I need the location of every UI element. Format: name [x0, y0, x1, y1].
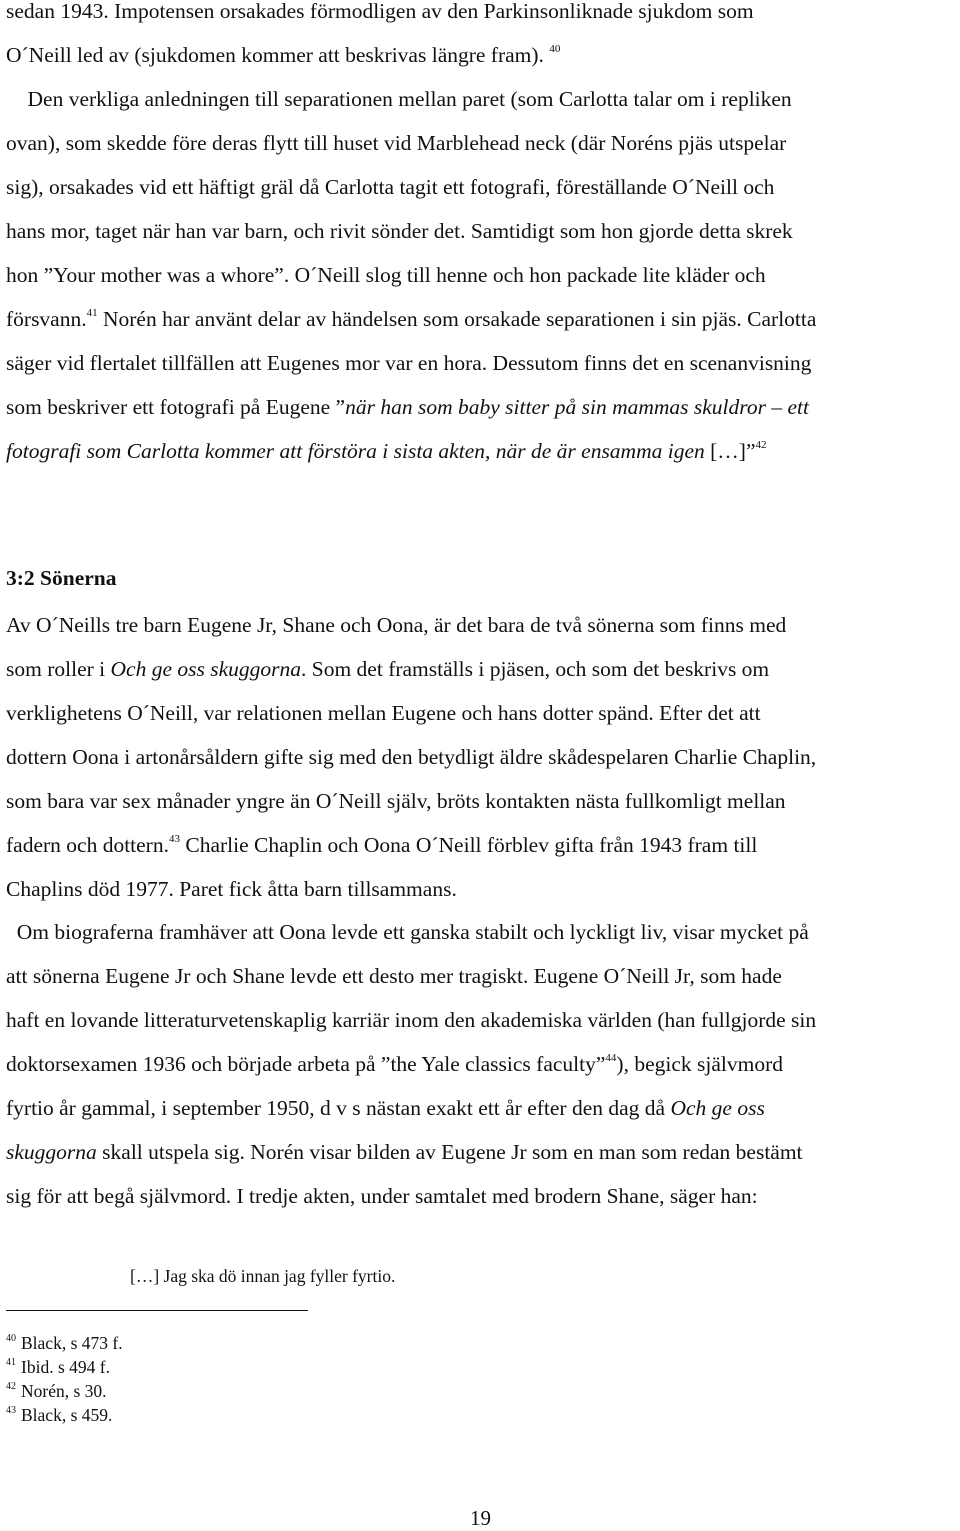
text-line: [6, 835, 757, 857]
footnote: $^{41}$ Ibid. s 494 f.: [6, 1357, 110, 1377]
text-line: [6, 1142, 803, 1164]
footnote-ref: 41: [86, 307, 98, 319]
text-run: sig), orsakades vid ett häftigt gräl då Carlotta tagit ett fotografi, föreställande O´Neill och: [6, 175, 775, 199]
text-run: Om biograferna framhäver att Oona levde ett ganska stabilt och lyckligt liv, visar mycket på: [6, 920, 809, 944]
text-run: som roller i: [6, 657, 111, 681]
text-line: [6, 1010, 816, 1032]
text-line: [6, 309, 816, 331]
italic-text: Och ge oss: [670, 1096, 765, 1120]
text-run: fyrtio år gammal, i september 1950, d v s nästan exakt ett år efter den dag då: [6, 1096, 671, 1120]
text-line: [6, 1, 754, 23]
footnote-ref: 43: [168, 833, 180, 845]
text-run: att sönerna Eugene Jr och Shane levde ett desto mer tragiskt. Eugene O´Neill Jr, som hade: [6, 964, 782, 988]
text-line: [6, 177, 774, 199]
text-run: hans mor, taget när han var barn, och rivit sönder det. Samtidigt som hon gjorde detta skrek: [6, 219, 793, 243]
text-run: dottern Oona i artonårsåldern gifte sig med den betydligt äldre skådespelaren Charlie Chaplin,: [6, 745, 817, 769]
block-quote: […] Jag ska dö innan jag fyller fyrtio.: [130, 1266, 396, 1286]
italic-text: skuggorna: [6, 1140, 97, 1164]
text-run: ovan), som skedde före deras flytt till huset vid Marblehead neck (där Noréns pjäs utspelar: [6, 131, 787, 155]
text-run: verklighetens O´Neill, var relationen mellan Eugene och hans dotter spänd. Efter det att: [6, 701, 761, 725]
text-line: [6, 1054, 783, 1076]
text-run: sig för att begå självmord. I tredje akten, under samtalet med brodern Shane, säger han:: [6, 1184, 758, 1208]
text-run: Charlie Chaplin och Oona O´Neill förblev gifta från 1943 fram till: [179, 833, 758, 857]
text-run: skall utspela sig. Norén visar bilden av Eugene Jr som en man som redan bestämt: [96, 1140, 803, 1164]
footnote: $^{43}$ Black, s 459.: [6, 1405, 113, 1425]
italic-text: fotografi som Carlotta kommer att förstöra i sista akten, när de är ensamma igen: [6, 439, 711, 463]
text-line: [6, 133, 786, 155]
text-line: [6, 791, 786, 813]
text-run: […]”: [710, 439, 756, 463]
text-run: fadern och dottern.: [6, 833, 169, 857]
text-run: som bara var sex månader yngre än O´Neill själv, bröts kontakten nästa fullkomligt mellan: [6, 789, 786, 813]
footnote: $^{40}$ Black, s 473 f.: [6, 1333, 123, 1353]
footnote-ref: 42: [755, 439, 767, 451]
text-run: som beskriver ett fotografi på Eugene ”: [6, 395, 346, 419]
text-line: [6, 45, 560, 67]
text-run: försvann.: [6, 307, 87, 331]
text-run: sedan 1943. Impotensen orsakades förmodligen av den Parkinsonliknade sjukdom som: [6, 0, 754, 23]
text-run: ), begick självmord: [616, 1052, 783, 1076]
text-run: säger vid flertalet tillfällen att Eugenes mor var en hora. Dessutom finns det en scenanvisning: [6, 351, 812, 375]
page-number: 19: [470, 1506, 491, 1530]
text-line: [6, 441, 767, 463]
text-line: [6, 703, 761, 725]
text-line: [6, 1186, 758, 1208]
text-line: [6, 221, 793, 243]
text-run: Chaplins död 1977. Paret fick åtta barn tillsammans.: [6, 877, 457, 901]
text-run: Av O´Neills tre barn Eugene Jr, Shane och Oona, är det bara de två sönerna som finns med: [6, 613, 787, 637]
footnote-ref: 40: [549, 43, 561, 55]
text-run: doktorsexamen 1936 och började arbeta på ”the Yale classics faculty”: [6, 1052, 606, 1076]
text-run: hon ”Your mother was a whore”. O´Neill slog till henne och hon packade lite kläder och: [6, 263, 766, 287]
text-run: . Som det framställs i pjäsen, och som det beskrivs om: [301, 657, 770, 681]
section-heading: 3:2 Sönerna: [6, 566, 117, 590]
text-run: Den verkliga anledningen till separationen mellan paret (som Carlotta talar om i repliken: [6, 87, 792, 111]
italic-text: Och ge oss skuggorna: [110, 657, 301, 681]
text-line: [6, 265, 766, 287]
footnote: $^{42}$ Norén, s 30.: [6, 1381, 107, 1401]
text-line: [6, 966, 782, 988]
italic-text: när han som baby sitter på sin mammas skuldror – ett: [345, 395, 809, 419]
text-line: [6, 659, 769, 681]
footnote-ref: 44: [605, 1052, 617, 1064]
text-line: [6, 747, 816, 769]
text-line: [6, 397, 809, 419]
text-run: Norén har använt delar av händelsen som orsakade separationen i sin pjäs. Carlotta: [97, 307, 817, 331]
text-line: [6, 89, 792, 111]
text-line: [6, 353, 811, 375]
text-line: [6, 1098, 765, 1120]
text-run: O´Neill led av (sjukdomen kommer att beskrivas längre fram).: [6, 43, 550, 67]
text-line: [6, 615, 786, 637]
footnote-separator: [6, 1310, 308, 1311]
text-run: haft en lovande litteraturvetenskaplig karriär inom den akademiska världen (han fullgjorde sin: [6, 1008, 817, 1032]
text-line: [6, 922, 809, 944]
text-line: [6, 879, 457, 901]
